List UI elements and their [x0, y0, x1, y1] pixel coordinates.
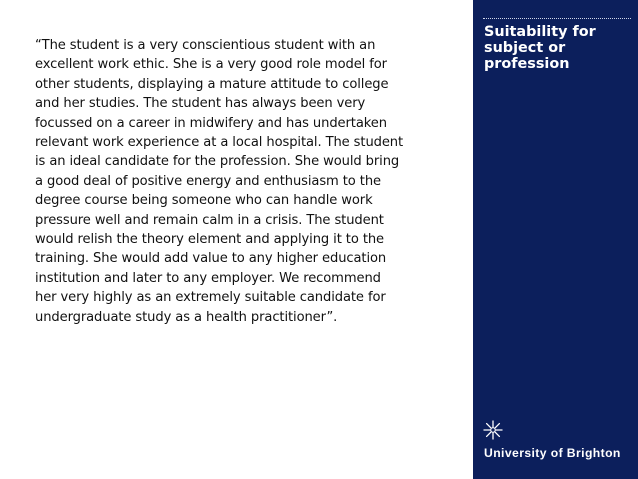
- quote-line: pressure well and remain calm in a crisis. The student: [35, 212, 384, 228]
- reference-quote: [35, 36, 460, 327]
- quote-line: training. She would add value to any higher education: [35, 251, 387, 267]
- quote-line: “The student is a very conscientious student with an: [35, 38, 376, 53]
- quote-line: relevant work experience at a local hospital. The student: [35, 135, 404, 151]
- quote-line: would relish the theory element and applying it to the: [35, 232, 385, 248]
- quote-line: institution and later to any employer. We recommend: [35, 270, 381, 286]
- university-logo-text: University of Brighton: [484, 446, 621, 460]
- section-title-line: Suitability for: [484, 24, 596, 40]
- sidebar-panel: [473, 0, 638, 479]
- brighton-star-icon: [482, 419, 504, 441]
- dotted-divider: [483, 18, 631, 19]
- quote-line: is an ideal candidate for the profession. She would bring: [35, 154, 400, 170]
- quote-line: a good deal of positive energy and enthusiasm to the: [35, 173, 381, 189]
- quote-line: other students, displaying a mature attitude to college: [35, 76, 389, 92]
- quote-line: undergraduate study as a health practitioner”.: [35, 309, 338, 325]
- quote-line: excellent work ethic. She is a very good role model for: [35, 57, 387, 73]
- section-title-line: profession: [484, 56, 570, 72]
- quote-line: focussed on a career in midwifery and has undertaken: [35, 115, 387, 131]
- section-title-line: subject or: [484, 40, 566, 56]
- quote-line: degree course being someone who can handle work: [35, 193, 373, 209]
- section-title: [484, 24, 634, 72]
- quote-line: her very highly as an extremely suitable candidate for: [35, 290, 386, 306]
- quote-line: and her studies. The student has always been very: [35, 96, 366, 112]
